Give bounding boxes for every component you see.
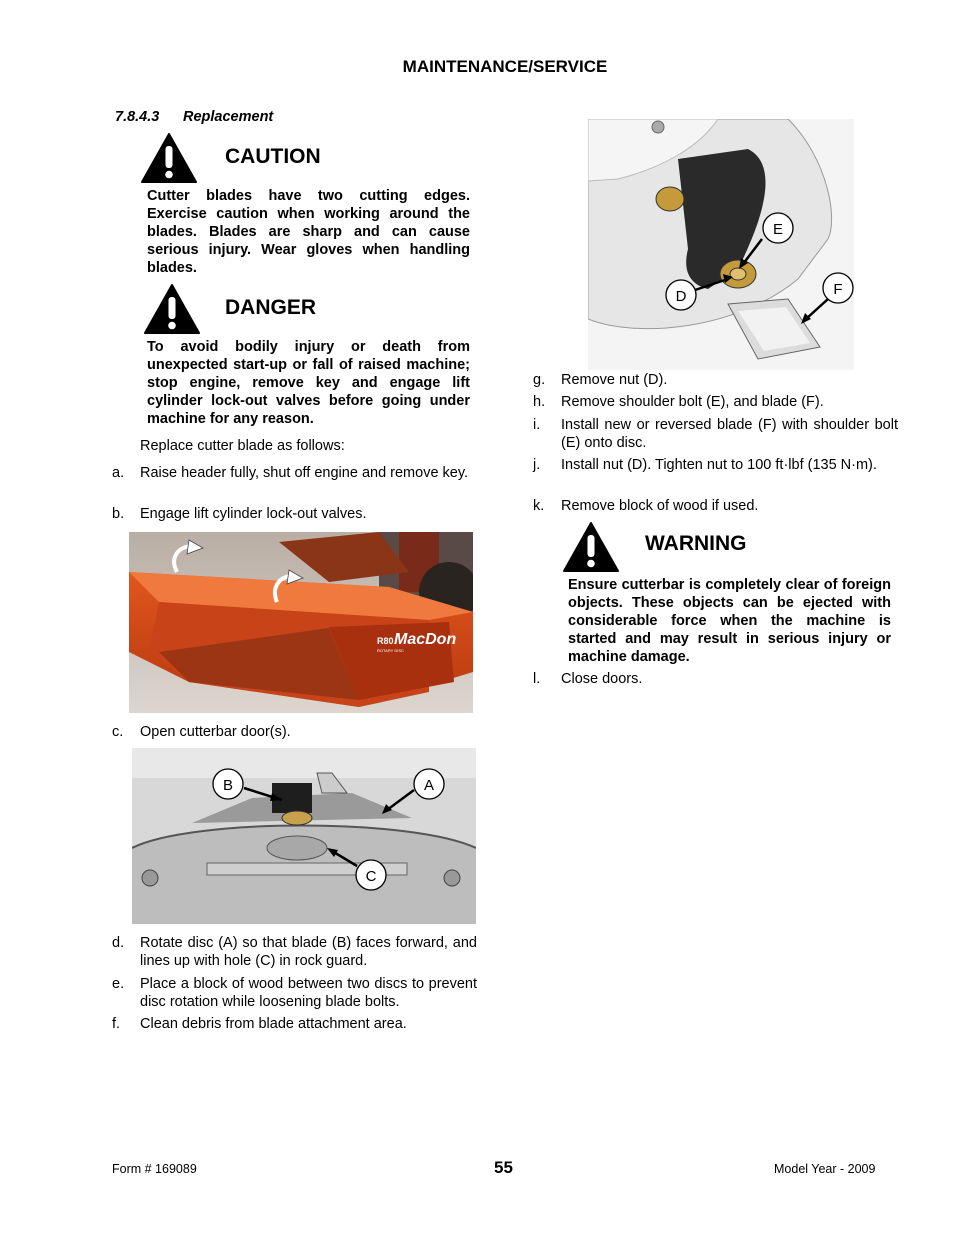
step-d <box>112 934 477 974</box>
step-text: Remove block of wood if used. <box>561 498 759 514</box>
model-sub-label: ROTARY DISC <box>377 648 404 653</box>
step-letter: d. <box>112 935 125 951</box>
intro-text: Replace cutter blade as follows: <box>140 438 345 454</box>
step-letter: h. <box>533 394 546 410</box>
step-text: Rotate disc (A) so that blade (B) faces forward, and lines up with hole (C) in rock guard. <box>140 935 477 969</box>
footer-form-number: Form # 169089 <box>112 1162 197 1176</box>
step-k <box>533 497 898 517</box>
step-text: Install new or reversed blade (F) with shoulder bolt (E) onto disc. <box>561 417 898 451</box>
step-a <box>112 464 477 504</box>
callout-b-label: B <box>222 777 234 794</box>
warning-title: WARNING <box>645 532 747 555</box>
step-letter: b. <box>112 506 125 522</box>
step-text: Raise header fully, shut off engine and remove key. <box>140 465 469 481</box>
section-heading <box>115 109 273 125</box>
header-photo <box>129 532 473 713</box>
step-e <box>112 975 477 1015</box>
brand-logo: MacDon <box>394 631 457 648</box>
warning-triangle-icon <box>140 132 198 184</box>
section-number: 7.8.4.3 <box>115 109 160 125</box>
step-l <box>533 670 898 690</box>
footer-model-year: Model Year - 2009 <box>774 1162 876 1176</box>
warning-block <box>561 521 891 671</box>
blade-closeup-illustration <box>588 119 854 370</box>
warning-body: Ensure cutterbar is completely clear of foreign objects. These objects can be ejected with considerable force when the machine is started and may result in serious injury or machine damage. <box>568 577 891 665</box>
step-letter: k. <box>533 498 545 514</box>
callout-a-label: A <box>423 777 435 794</box>
warning-triangle-icon <box>562 521 620 573</box>
warning-triangle-icon <box>143 283 201 335</box>
callout-f-label: F <box>833 281 843 298</box>
step-letter: i. <box>533 417 541 433</box>
step-text: Remove shoulder bolt (E), and blade (F). <box>561 394 824 410</box>
step-i <box>533 416 898 456</box>
step-h <box>533 393 898 413</box>
section-title: Replacement <box>183 109 274 125</box>
danger-block <box>140 283 470 433</box>
step-f <box>112 1015 477 1035</box>
step-letter: j. <box>533 457 541 473</box>
step-letter: g. <box>533 372 546 388</box>
step-text: Remove nut (D). <box>561 372 668 388</box>
step-text: Open cutterbar door(s). <box>140 724 291 740</box>
model-label: R80 <box>377 636 394 646</box>
danger-body: To avoid bodily injury or death from unexpected start-up or fall of raised machine; stop engine, remove key and engage lift cylinder lock-out valves before going under machine for any reason. <box>147 339 470 427</box>
caution-body: Cutter blades have two cutting edges. Exercise caution when working around the blades. Blades are sharp and can cause serious injury. Wear gloves when handling blades. <box>147 188 470 276</box>
callout-d-label: D <box>675 288 687 305</box>
step-j <box>533 456 898 496</box>
step-letter: c. <box>112 724 124 740</box>
step-b <box>112 505 477 525</box>
step-g <box>533 371 898 391</box>
step-text: Install nut (D). Tighten nut to 100 ft·lbf (135 N·m). <box>561 457 877 473</box>
callout-c-label: C <box>365 868 377 885</box>
page-header-title: MAINTENANCE/SERVICE <box>402 57 608 76</box>
danger-title: DANGER <box>225 296 317 319</box>
caution-title: CAUTION <box>225 145 321 168</box>
step-text: Place a block of wood between two discs to prevent disc rotation while loosening blade bolts. <box>140 976 477 1010</box>
step-letter: a. <box>112 465 125 481</box>
step-text: Engage lift cylinder lock-out valves. <box>140 506 367 522</box>
disc-illustration <box>132 748 476 924</box>
step-letter: l. <box>533 671 541 687</box>
caution-block <box>140 132 470 282</box>
step-letter: e. <box>112 976 125 992</box>
step-c <box>112 723 477 743</box>
page-number: 55 <box>494 1158 513 1177</box>
step-text: Close doors. <box>561 671 643 687</box>
step-letter: f. <box>112 1016 121 1032</box>
callout-e-label: E <box>772 221 784 238</box>
step-text: Clean debris from blade attachment area. <box>140 1016 407 1032</box>
